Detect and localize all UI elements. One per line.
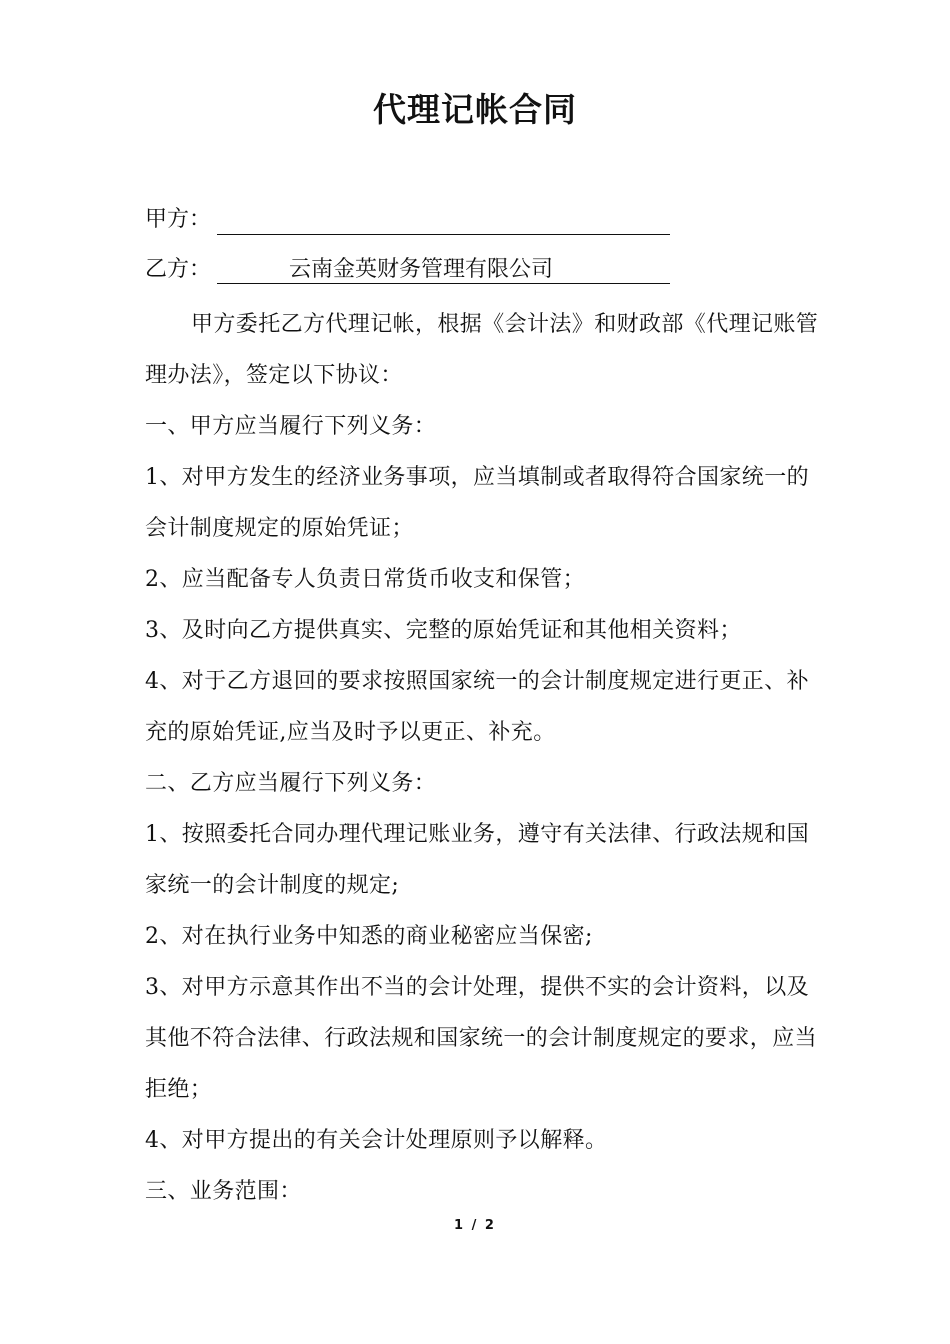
- party-a-row: [145, 202, 211, 238]
- clause-paragraph: 4、对于乙方退回的要求按照国家统一的会计制度规定进行更正、补充的原始凭证,应当及时予以更正、补充。: [145, 669, 809, 745]
- section-heading-party-a-obligations: 一、甲方应当履行下列义务：: [145, 414, 437, 439]
- clause-paragraph: 1、对甲方发生的经济业务事项，应当填制或者取得符合国家统一的会计制度规定的原始凭证；: [145, 465, 809, 541]
- preamble-paragraph: 甲方委托乙方代理记帐，根据《会计法》和财政部《代理记账管理办法》，签定以下协议：: [145, 312, 819, 388]
- document-title: 代理记帐合同: [373, 90, 577, 129]
- clause-paragraph: 2、对在执行业务中知悉的商业秘密应当保密;: [145, 924, 593, 949]
- clause-paragraph: 3、及时向乙方提供真实、完整的原始凭证和其他相关资料；: [145, 618, 742, 643]
- clause-paragraph: 1、按照委托合同办理代理记账业务，遵守有关法律、行政法规和国家统一的会计制度的规定;: [145, 822, 809, 898]
- party-b-row: [145, 252, 554, 288]
- party-b-field[interactable]: 云南金英财务管理有限公司: [217, 252, 670, 284]
- page-indicator: 1 / 2: [454, 1218, 496, 1233]
- section-heading-party-b-obligations: 二、乙方应当履行下列义务：: [145, 771, 437, 796]
- clause-paragraph: 3、对甲方示意其作出不当的会计处理，提供不实的会计资料，以及其他不符合法律、行政法规和国家统一的会计制度规定的要求，应当拒绝；: [145, 975, 818, 1102]
- contract-body: [145, 299, 825, 1217]
- clause-paragraph: 2、应当配备专人负责日常货币收支和保管；: [145, 567, 585, 592]
- party-a-label: 甲方：: [145, 207, 212, 232]
- section-heading-business-scope: 三、业务范围：: [145, 1179, 302, 1204]
- party-b-label: 乙方：: [145, 257, 212, 282]
- clause-paragraph: 4、对甲方提出的有关会计处理原则予以解释。: [145, 1128, 608, 1153]
- party-a-field[interactable]: [217, 202, 670, 235]
